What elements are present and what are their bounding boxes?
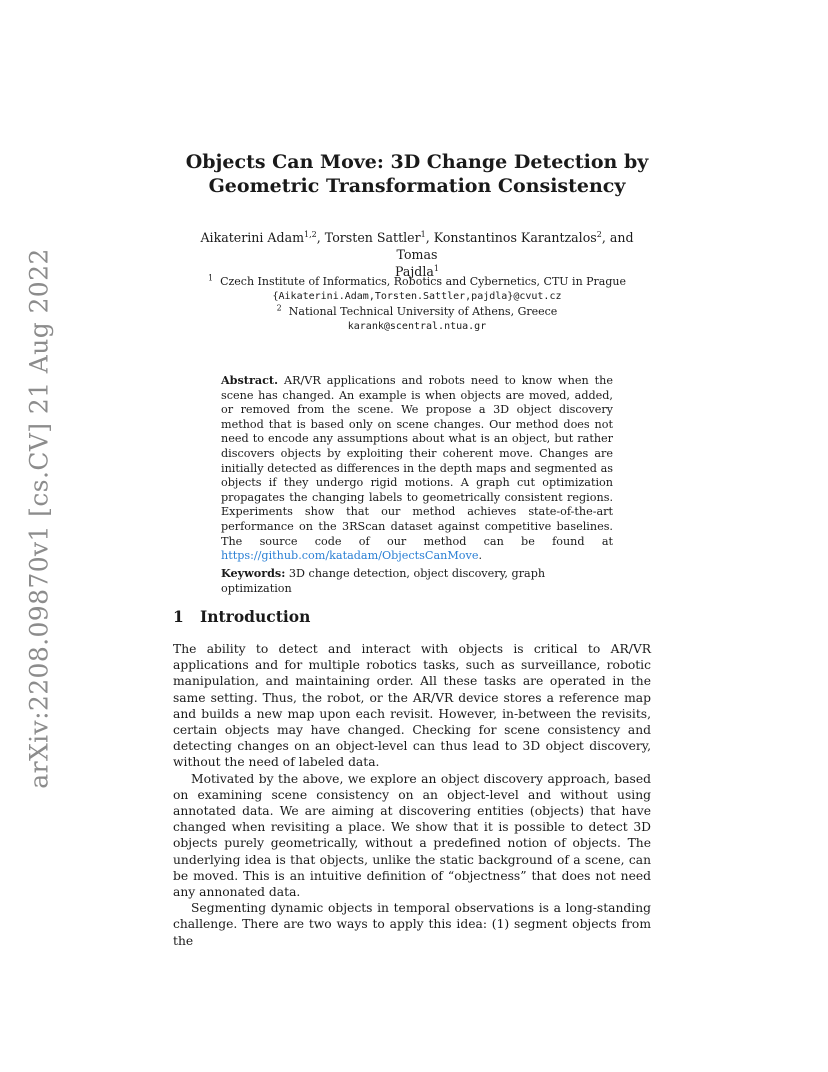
affiliation-2-text: National Technical University of Athens, Greece — [288, 305, 558, 318]
title-line-1: Objects Can Move: 3D Change Detection by — [185, 151, 649, 173]
affiliation-1 — [183, 274, 651, 289]
author-4-part1: , and Tomas — [396, 230, 634, 262]
paragraph-3: Segmenting dynamic objects in temporal observations is a long-standing challenge. There are two ways to apply this idea: (1) segment objects from the — [173, 901, 651, 948]
affiliation-1-text: Czech Institute of Informatics, Robotics and Cybernetics, CTU in Prague — [220, 275, 627, 288]
keywords-label: Keywords: — [221, 566, 286, 580]
section-number: 1 — [173, 607, 184, 626]
affiliations — [183, 274, 651, 334]
source-code-link[interactable]: https://github.com/katadam/ObjectsCanMove — [221, 549, 479, 563]
author-4-part2: Pajdla — [394, 264, 434, 279]
section-title: Introduction — [200, 607, 311, 626]
arxiv-side-stamp — [17, 247, 61, 789]
abstract-end: . — [478, 549, 483, 563]
abstract — [221, 373, 613, 564]
author-1: Aikaterini Adam — [200, 230, 305, 245]
paper-title — [183, 150, 651, 198]
author-3-affil: 2 — [596, 229, 602, 239]
title-line-2: Geometric Transformation Consistency — [208, 175, 626, 197]
abstract-label: Abstract. — [221, 373, 278, 387]
author-2-affil: 1 — [420, 229, 426, 239]
keywords-text: 3D change detection, object discovery, graph optimization — [221, 567, 546, 595]
arxiv-identifier: arXiv:2208.09870v1 [cs.CV] 21 Aug 2022 — [24, 247, 54, 789]
section-body — [173, 641, 651, 949]
affiliation-2-email: karank@scentral.ntua.gr — [347, 321, 487, 332]
section-heading — [173, 607, 310, 626]
author-1-affil: 1,2 — [304, 229, 317, 239]
paragraph-2: Motivated by the above, we explore an object discovery approach, based on examining scene consistency on an object-level and without using annotated data. We are aiming at discovering entities (objects) that have changed when revisiting a place. We show that it is possible to detect 3D objects purely geometrically, without a predefined notion of objects. The underlying idea is that objects, unlike the static background of a scene, can be moved. This is an intuitive definition of “objectness” that does not need any annonated data. — [173, 771, 651, 900]
abstract-text: AR/VR applications and robots need to know when the scene has changed. An example is when objects are moved, added, or removed from the scene. We propose a 3D object discovery method that is based only on scene changes. Our method does not need to encode any assumptions about what is an object, but rather discovers objects by exploiting their coherent move. Changes are initially detected as differences in the depth maps and segmented as objects if they undergo rigid motions. A graph cut optimization propagates the changing labels to geometrically consistent regions. Experiments show that our method achieves state-of-the-art performance on the 3RScan dataset against competitive baselines. The source code of our method can be found at — [221, 374, 613, 548]
keywords — [221, 566, 613, 596]
affiliation-2 — [183, 304, 651, 319]
affiliation-1-number: 1 — [207, 273, 214, 283]
paragraph-1: The ability to detect and interact with objects is critical to AR/VR applications and for multiple robotics tasks, such as surveillance, robotic manipulation, and maintaining order. All these tasks are operated in the same setting. Thus, the robot, or the AR/VR device stores a reference map and builds a new map upon each revisit. However, in-between the revisits, certain objects may have changed. Checking for scene consistency and detecting changes on an object-level can thus lead to 3D object discovery, without the need of labeled data. — [173, 642, 651, 770]
affiliation-1-email: {Aikaterini.Adam,Torsten.Sattler,pajdla}@cvut.cz — [272, 291, 562, 302]
affiliation-2-number: 2 — [276, 303, 282, 313]
author-2: , Torsten Sattler — [316, 230, 421, 245]
author-3: , Konstantinos Karantzalos — [425, 230, 597, 245]
author-4-affil: 1 — [433, 263, 439, 273]
